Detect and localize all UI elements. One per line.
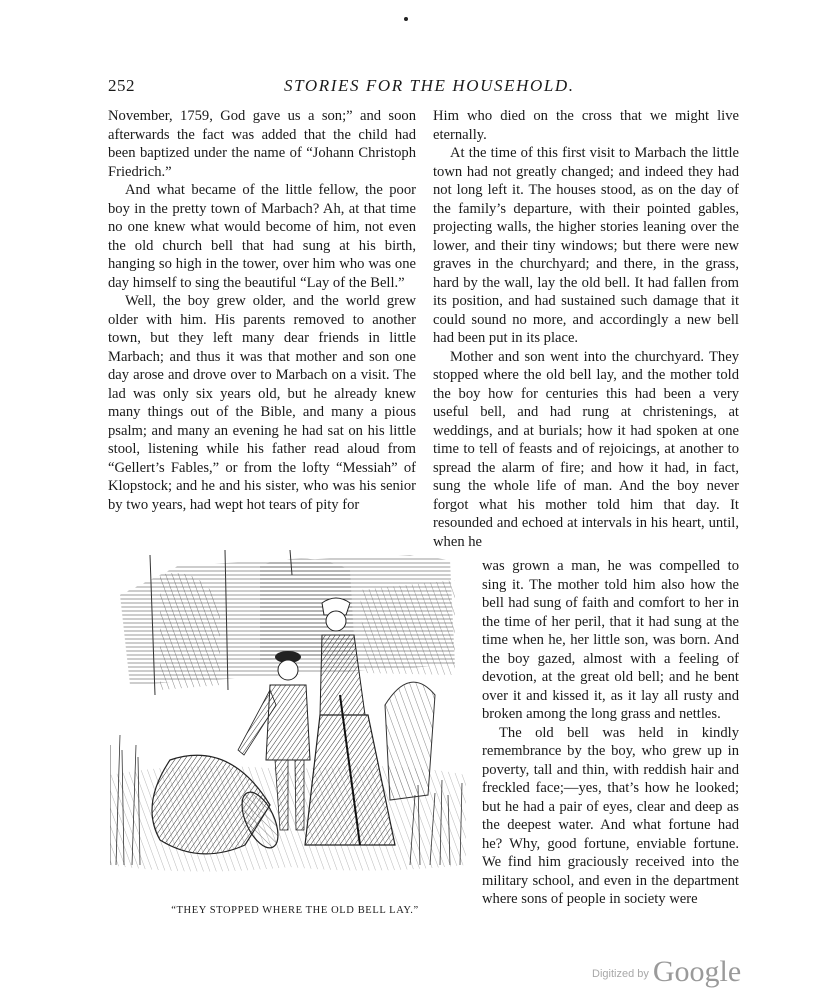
left-column (108, 107, 416, 514)
right-column-bottom (482, 557, 739, 909)
paragraph: At the time of this first visit to Marbach the little town had not greatly changed; and indeed they had not long left it. The houses stood, as on the day of the family’s departure, with their pointed gables, projecting walls, the higher stories leaning over the lower, and their tiny windows; but there were new graves in the churchyard; and there, in the grass, hard by the wall, lay the old bell. It had fallen from its position, and had sustained such damage that it could sound no more, and accordingly a new bell had been put in its place. (433, 145, 739, 346)
page-header (108, 76, 740, 100)
digitized-by-google-watermark (592, 955, 741, 989)
google-logo: Google (652, 955, 742, 988)
paragraph: was grown a man, he was compelled to sing it. The mother told him also how the bell had sung of faith and comfort to her in the time of her peril, that it had sung at the time when he, her little son, was born. And the boy gazed, almost with a feeling of devotion, at the great old bell; and he bent over it and kissed it, as it lay all rusty and broken among the long grass and nettles. (482, 558, 739, 722)
illustration-caption: “THEY STOPPED WHERE THE OLD BELL LAY.” (171, 905, 419, 916)
paragraph: Mother and son went into the churchyard. They stopped where the old bell lay, and the mother told the boy how for centuries this had been a very useful bell, and had rung at christenings, at weddings, and at burials; how it had spoken at one time to tell of feasts and of rejoicings, at another to spread the alarm of fire; and how it had, in fact, sung the whole life of man. And the boy never forgot what his mother told him that day. It resounded and echoed at intervals in his heart, until, when he (433, 348, 739, 550)
paragraph: November, 1759, God gave us a son;” and soon afterwards the fact was added that the child had been baptized under the name of “Johann Christoph Friedrich.” (108, 108, 416, 180)
right-column-top (433, 107, 739, 551)
paragraph: The old bell was held in kindly remembrance by the boy, who grew up in poverty, tall and thin, with reddish hair and freckled face;—yes, that’s how he looked; but he had a pair of eyes, clear and deep as the deepest water. And what fortune had he? Why, good fortune, enviable fortune. We find him graciously received into the military school, and even in the department where sons of people in society were (482, 724, 739, 907)
digitized-label: Digitized by (592, 968, 649, 980)
paragraph: And what became of the little fellow, the poor boy in the pretty town of Marbach? Ah, at that time no one knew what would become of him, not even the old church bell that had sung at his birth, hanging so high in the tower, over him who was one day himself to sing the beautiful “Lay of the Bell.” (108, 182, 416, 291)
paragraph: Well, the boy grew older, and the world grew older with him. His parents removed to another town, but they left many dear friends in little Marbach; and thus it was that mother and son one day arose and drove over to Marbach on a visit. The lad was only six years old, but he already knew many things out of the Bible, and many a pious psalm; and many an evening he had sat on his little stool, listening while his father read aloud from “Gellert’s Fables,” or from the lofty “Messiah” of Klopstock; and he and his sister, who was his senior by two years, had wept hot tears of pity for (108, 293, 416, 513)
paragraph: Him who died on the cross that we might live eternally. (433, 108, 739, 143)
print-speck (404, 17, 408, 21)
gravestone (385, 682, 435, 800)
running-title: STORIES FOR THE HOUSEHOLD. (284, 76, 575, 95)
page-number: 252 (108, 76, 135, 95)
engraving-illustration (110, 545, 466, 900)
